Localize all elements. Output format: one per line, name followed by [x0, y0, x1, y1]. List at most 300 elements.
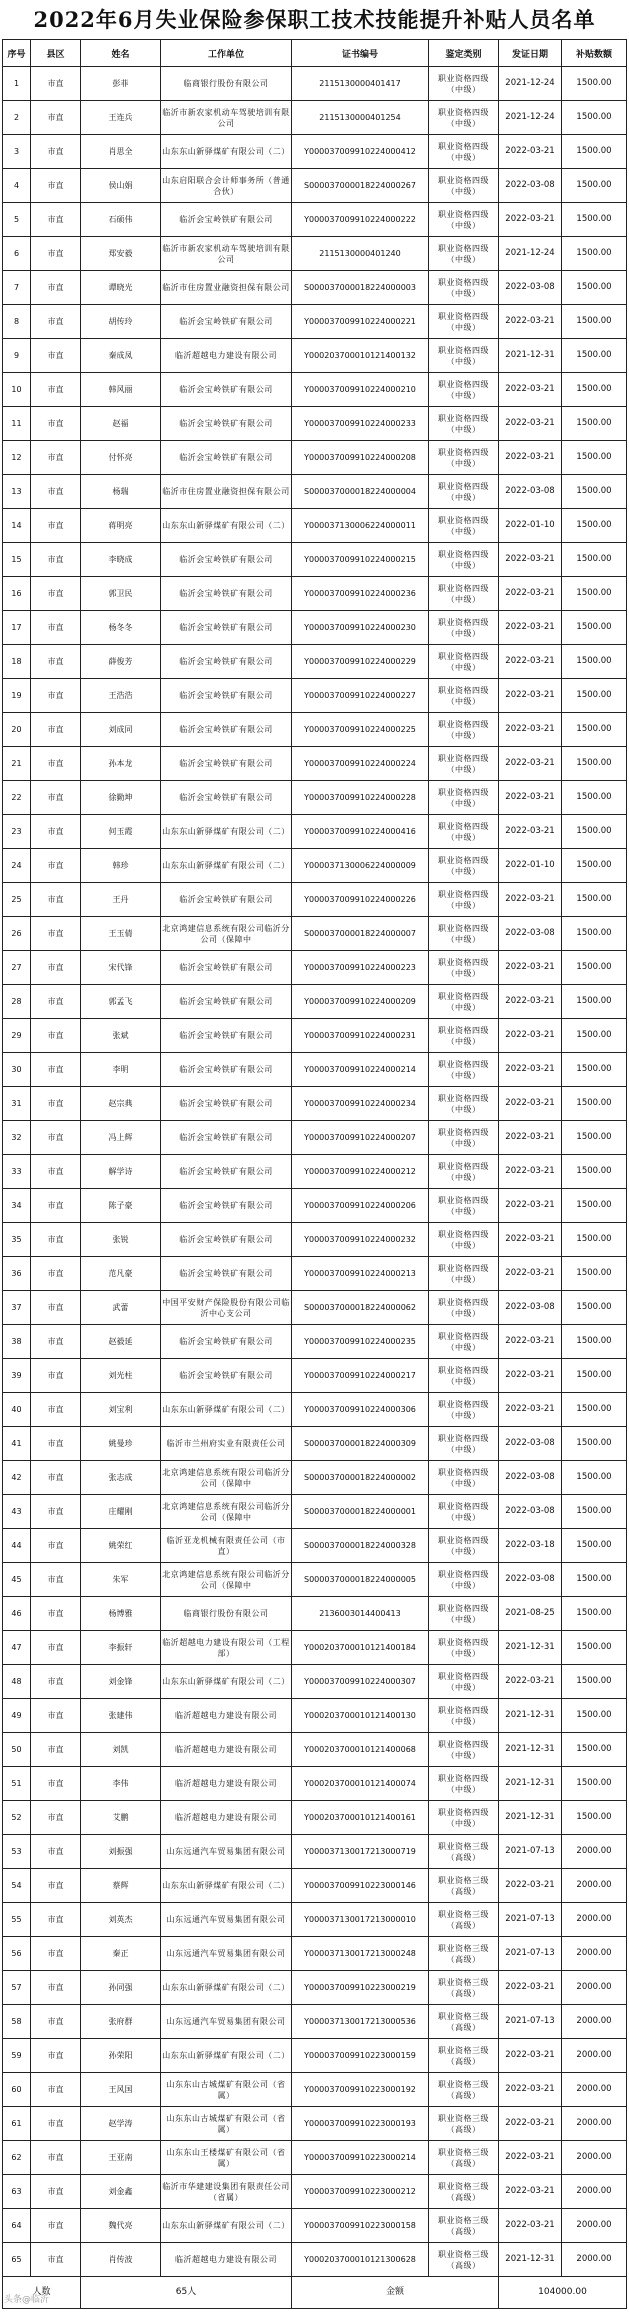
cell-name: 张志成	[81, 1461, 161, 1495]
cell-employer: 临沂会宝岭铁矿有限公司	[161, 373, 292, 407]
cell-index: 32	[3, 1121, 31, 1155]
cell-amount: 1500.00	[562, 1665, 627, 1699]
cell-district: 市直	[31, 339, 81, 373]
table-row	[3, 713, 627, 747]
cell-amount: 1500.00	[562, 1631, 627, 1665]
subsidy-table	[2, 39, 627, 2309]
cell-employer: 临商银行股份有限公司	[161, 1597, 292, 1631]
cell-district: 市直	[31, 849, 81, 883]
document-title: 2022年6月失业保险参保职工技术技能提升补贴人员名单	[33, 7, 596, 32]
cell-certificate: Y000037009910224000221	[292, 305, 429, 339]
cell-district: 市直	[31, 883, 81, 917]
cell-certificate: Y000037009910224000214	[292, 1053, 429, 1087]
cell-index: 31	[3, 1087, 31, 1121]
cell-employer: 临沂超越电力建设有限公司	[161, 1801, 292, 1835]
cell-employer: 临沂会宝岭铁矿有限公司	[161, 611, 292, 645]
cell-employer: 山东东山新驿煤矿有限公司（二）	[161, 509, 292, 543]
cell-name: 薛俊芳	[81, 645, 161, 679]
cell-district: 市直	[31, 441, 81, 475]
cell-issue-date: 2022-03-08	[499, 1495, 562, 1529]
cell-amount: 2000.00	[562, 2039, 627, 2073]
cell-certificate: S000037000018224000007	[292, 917, 429, 951]
table-row	[3, 2039, 627, 2073]
cell-employer: 临沂会宝岭铁矿有限公司	[161, 1257, 292, 1291]
cell-employer: 临沂会宝岭铁矿有限公司	[161, 577, 292, 611]
cell-index: 64	[3, 2209, 31, 2243]
cell-issue-date: 2022-03-21	[499, 2209, 562, 2243]
cell-index: 58	[3, 2005, 31, 2039]
cell-district: 市直	[31, 101, 81, 135]
cell-issue-date: 2022-03-21	[499, 203, 562, 237]
table-row	[3, 271, 627, 305]
cell-issue-date: 2022-03-21	[499, 543, 562, 577]
cell-index: 29	[3, 1019, 31, 1053]
cell-certificate: 2115130000401254	[292, 101, 429, 135]
cell-name: 谭晓光	[81, 271, 161, 305]
cell-employer: 临沂超越电力建设有限公司（工程部）	[161, 1631, 292, 1665]
cell-amount: 2000.00	[562, 1835, 627, 1869]
header-level: 鉴定类别	[429, 40, 499, 67]
header-amount: 补贴数额	[562, 40, 627, 67]
cell-district: 市直	[31, 1087, 81, 1121]
cell-name: 肖传波	[81, 2243, 161, 2277]
cell-index: 30	[3, 1053, 31, 1087]
cell-certificate: Y000037009910224000228	[292, 781, 429, 815]
table-row	[3, 1087, 627, 1121]
table-row	[3, 2107, 627, 2141]
cell-employer: 临沂超越电力建设有限公司	[161, 1733, 292, 1767]
cell-employer: 临沂市兰州府实业有限责任公司	[161, 1427, 292, 1461]
cell-amount: 1500.00	[562, 441, 627, 475]
cell-certificate: Y000037009910223000214	[292, 2141, 429, 2175]
table-row	[3, 1597, 627, 1631]
cell-issue-date: 2022-03-21	[499, 135, 562, 169]
cell-employer: 临沂会宝岭铁矿有限公司	[161, 1189, 292, 1223]
cell-certificate: S000037000018224000309	[292, 1427, 429, 1461]
table-row	[3, 1223, 627, 1257]
cell-amount: 2000.00	[562, 1971, 627, 2005]
cell-index: 8	[3, 305, 31, 339]
cell-issue-date: 2021-08-25	[499, 1597, 562, 1631]
cell-amount: 1500.00	[562, 611, 627, 645]
cell-employer: 临沂会宝岭铁矿有限公司	[161, 1155, 292, 1189]
total-row	[3, 2277, 627, 2309]
cell-index: 15	[3, 543, 31, 577]
table-row	[3, 577, 627, 611]
cell-certificate: S000037000018224000002	[292, 1461, 429, 1495]
cell-district: 市直	[31, 2073, 81, 2107]
cell-issue-date: 2022-03-21	[499, 407, 562, 441]
cell-district: 市直	[31, 1699, 81, 1733]
cell-level: 职业资格四级（中级）	[429, 1019, 499, 1053]
cell-employer: 临沂会宝岭铁矿有限公司	[161, 1359, 292, 1393]
cell-amount: 1500.00	[562, 1121, 627, 1155]
cell-level: 职业资格四级（中级）	[429, 713, 499, 747]
cell-level: 职业资格四级（中级）	[429, 1665, 499, 1699]
cell-index: 45	[3, 1563, 31, 1597]
cell-name: 郑安毅	[81, 237, 161, 271]
cell-employer: 临沂会宝岭铁矿有限公司	[161, 1019, 292, 1053]
cell-amount: 1500.00	[562, 339, 627, 373]
table-row	[3, 985, 627, 1019]
cell-district: 市直	[31, 475, 81, 509]
cell-employer: 临沂会宝岭铁矿有限公司	[161, 747, 292, 781]
cell-name: 侯山娟	[81, 169, 161, 203]
table-row	[3, 781, 627, 815]
cell-certificate: Y000203700010121400130	[292, 1699, 429, 1733]
cell-district: 市直	[31, 1257, 81, 1291]
cell-employer: 临沂会宝岭铁矿有限公司	[161, 543, 292, 577]
cell-certificate: Y000037009910224000235	[292, 1325, 429, 1359]
cell-index: 39	[3, 1359, 31, 1393]
cell-employer: 山东东山新驿煤矿有限公司（二）	[161, 815, 292, 849]
header-name: 姓名	[81, 40, 161, 67]
cell-issue-date: 2022-03-21	[499, 1019, 562, 1053]
cell-issue-date: 2022-03-21	[499, 2141, 562, 2175]
cell-issue-date: 2022-03-21	[499, 305, 562, 339]
table-row	[3, 2073, 627, 2107]
cell-certificate: Y000037009910224000306	[292, 1393, 429, 1427]
cell-index: 47	[3, 1631, 31, 1665]
cell-issue-date: 2022-03-21	[499, 373, 562, 407]
header-certificate: 证书编号	[292, 40, 429, 67]
cell-index: 65	[3, 2243, 31, 2277]
cell-name: 付怀亮	[81, 441, 161, 475]
cell-issue-date: 2021-07-13	[499, 1835, 562, 1869]
cell-index: 23	[3, 815, 31, 849]
cell-name: 刘金锋	[81, 1665, 161, 1699]
cell-employer: 山东远通汽车贸易集团有限公司	[161, 1937, 292, 1971]
cell-level: 职业资格四级（中级）	[429, 509, 499, 543]
cell-name: 杨瑞	[81, 475, 161, 509]
cell-index: 13	[3, 475, 31, 509]
cell-name: 刘振强	[81, 1835, 161, 1869]
cell-level: 职业资格四级（中级）	[429, 305, 499, 339]
cell-level: 职业资格四级（中级）	[429, 1053, 499, 1087]
cell-issue-date: 2021-07-13	[499, 1903, 562, 1937]
cell-amount: 2000.00	[562, 2073, 627, 2107]
table-row	[3, 2209, 627, 2243]
cell-certificate: 2115130000401240	[292, 237, 429, 271]
table-header-row	[3, 40, 627, 67]
cell-amount: 1500.00	[562, 679, 627, 713]
cell-employer: 山东远通汽车贸易集团有限公司	[161, 1903, 292, 1937]
table-row	[3, 2005, 627, 2039]
cell-district: 市直	[31, 1223, 81, 1257]
cell-index: 44	[3, 1529, 31, 1563]
cell-certificate: Y000037009910224000212	[292, 1155, 429, 1189]
cell-index: 33	[3, 1155, 31, 1189]
cell-index: 63	[3, 2175, 31, 2209]
cell-level: 职业资格四级（中级）	[429, 577, 499, 611]
cell-amount: 1500.00	[562, 1359, 627, 1393]
table-row	[3, 1427, 627, 1461]
cell-level: 职业资格四级（中级）	[429, 985, 499, 1019]
cell-issue-date: 2022-03-08	[499, 1563, 562, 1597]
table-row	[3, 2243, 627, 2277]
cell-certificate: Y000037009910224000225	[292, 713, 429, 747]
cell-district: 市直	[31, 747, 81, 781]
cell-name: 李晓成	[81, 543, 161, 577]
cell-index: 42	[3, 1461, 31, 1495]
cell-certificate: Y000037009910224000412	[292, 135, 429, 169]
cell-employer: 临沂会宝岭铁矿有限公司	[161, 679, 292, 713]
table-row	[3, 747, 627, 781]
cell-certificate: 2136003014400413	[292, 1597, 429, 1631]
cell-certificate: Y000037009910223000219	[292, 1971, 429, 2005]
table-row	[3, 305, 627, 339]
cell-level: 职业资格四级（中级）	[429, 1767, 499, 1801]
cell-employer: 临沂会宝岭铁矿有限公司	[161, 985, 292, 1019]
cell-index: 62	[3, 2141, 31, 2175]
cell-index: 53	[3, 1835, 31, 1869]
cell-district: 市直	[31, 679, 81, 713]
cell-issue-date: 2022-03-21	[499, 1325, 562, 1359]
table-row	[3, 1189, 627, 1223]
cell-issue-date: 2022-03-21	[499, 441, 562, 475]
cell-issue-date: 2021-12-31	[499, 1699, 562, 1733]
cell-district: 市直	[31, 1359, 81, 1393]
cell-index: 55	[3, 1903, 31, 1937]
table-row	[3, 543, 627, 577]
cell-index: 57	[3, 1971, 31, 2005]
cell-amount: 1500.00	[562, 67, 627, 101]
cell-district: 市直	[31, 611, 81, 645]
cell-district: 市直	[31, 985, 81, 1019]
cell-district: 市直	[31, 1393, 81, 1427]
cell-employer: 临沂会宝岭铁矿有限公司	[161, 203, 292, 237]
cell-name: 杨博雅	[81, 1597, 161, 1631]
cell-district: 市直	[31, 2107, 81, 2141]
cell-district: 市直	[31, 1189, 81, 1223]
cell-district: 市直	[31, 1631, 81, 1665]
cell-level: 职业资格四级（中级）	[429, 1733, 499, 1767]
cell-index: 2	[3, 101, 31, 135]
cell-certificate: Y000037009910224000232	[292, 1223, 429, 1257]
cell-issue-date: 2022-03-21	[499, 1393, 562, 1427]
cell-amount: 1500.00	[562, 543, 627, 577]
cell-certificate: Y000037130017213000536	[292, 2005, 429, 2039]
cell-certificate: Y000037009910224000224	[292, 747, 429, 781]
cell-district: 市直	[31, 271, 81, 305]
cell-index: 21	[3, 747, 31, 781]
cell-employer: 北京鸿建信息系统有限公司临沂分公司（保障中	[161, 1495, 292, 1529]
cell-employer: 临沂会宝岭铁矿有限公司	[161, 645, 292, 679]
cell-employer: 山东东山新驿煤矿有限公司（二）	[161, 2039, 292, 2073]
cell-district: 市直	[31, 135, 81, 169]
cell-level: 职业资格四级（中级）	[429, 1529, 499, 1563]
cell-amount: 2000.00	[562, 2005, 627, 2039]
table-row	[3, 1631, 627, 1665]
cell-amount: 1500.00	[562, 1529, 627, 1563]
cell-district: 市直	[31, 543, 81, 577]
cell-employer: 临沂会宝岭铁矿有限公司	[161, 441, 292, 475]
cell-employer: 临沂亚龙机械有限责任公司（市直）	[161, 1529, 292, 1563]
cell-index: 37	[3, 1291, 31, 1325]
cell-name: 秦正	[81, 1937, 161, 1971]
cell-amount: 1500.00	[562, 1699, 627, 1733]
cell-name: 刘金鑫	[81, 2175, 161, 2209]
cell-name: 王连兵	[81, 101, 161, 135]
cell-level: 职业资格四级（中级）	[429, 101, 499, 135]
table-row	[3, 1325, 627, 1359]
cell-level: 职业资格四级（中级）	[429, 1325, 499, 1359]
cell-certificate: Y000037009910224000208	[292, 441, 429, 475]
cell-district: 市直	[31, 2175, 81, 2209]
cell-issue-date: 2022-03-18	[499, 1529, 562, 1563]
header-issue-date: 发证日期	[499, 40, 562, 67]
cell-amount: 1500.00	[562, 1393, 627, 1427]
table-body	[3, 67, 627, 2277]
cell-issue-date: 2022-03-21	[499, 1053, 562, 1087]
cell-certificate: Y000037009910224000234	[292, 1087, 429, 1121]
cell-amount: 1500.00	[562, 645, 627, 679]
cell-name: 赵宗典	[81, 1087, 161, 1121]
table-row	[3, 611, 627, 645]
cell-index: 18	[3, 645, 31, 679]
cell-district: 市直	[31, 1937, 81, 1971]
cell-level: 职业资格三级（高级）	[429, 1835, 499, 1869]
cell-index: 51	[3, 1767, 31, 1801]
cell-name: 徐勤坤	[81, 781, 161, 815]
total-people-label: 人数	[3, 2277, 81, 2309]
cell-district: 市直	[31, 1835, 81, 1869]
cell-amount: 1500.00	[562, 747, 627, 781]
cell-index: 43	[3, 1495, 31, 1529]
cell-level: 职业资格四级（中级）	[429, 1359, 499, 1393]
table-row	[3, 1699, 627, 1733]
cell-index: 61	[3, 2107, 31, 2141]
cell-certificate: Y000037130017213000010	[292, 1903, 429, 1937]
cell-district: 市直	[31, 1869, 81, 1903]
cell-name: 赵福	[81, 407, 161, 441]
cell-district: 市直	[31, 1019, 81, 1053]
cell-level: 职业资格四级（中级）	[429, 271, 499, 305]
cell-employer: 临沂会宝岭铁矿有限公司	[161, 1223, 292, 1257]
cell-level: 职业资格四级（中级）	[429, 1121, 499, 1155]
cell-name: 张建伟	[81, 1699, 161, 1733]
cell-employer: 山东东山新驿煤矿有限公司（二）	[161, 135, 292, 169]
cell-name: 解学诗	[81, 1155, 161, 1189]
cell-name: 刘宝利	[81, 1393, 161, 1427]
cell-employer: 北京鸿建信息系统有限公司临沂分公司（保障中	[161, 917, 292, 951]
cell-district: 市直	[31, 1733, 81, 1767]
cell-district: 市直	[31, 407, 81, 441]
cell-issue-date: 2021-12-31	[499, 1801, 562, 1835]
cell-issue-date: 2021-12-31	[499, 2243, 562, 2277]
cell-employer: 临沂超越电力建设有限公司	[161, 1699, 292, 1733]
cell-certificate: Y000037009910223000193	[292, 2107, 429, 2141]
table-row	[3, 1461, 627, 1495]
cell-index: 40	[3, 1393, 31, 1427]
cell-amount: 1500.00	[562, 203, 627, 237]
cell-certificate: Y000203700010121400184	[292, 1631, 429, 1665]
cell-amount: 1500.00	[562, 1019, 627, 1053]
cell-employer: 临沂市新农家机动车驾驶培训有限公司	[161, 101, 292, 135]
cell-issue-date: 2022-03-21	[499, 645, 562, 679]
total-people-count: 65人	[81, 2277, 292, 2309]
cell-amount: 2000.00	[562, 2175, 627, 2209]
cell-district: 市直	[31, 2141, 81, 2175]
cell-amount: 1500.00	[562, 1325, 627, 1359]
cell-level: 职业资格四级（中级）	[429, 1087, 499, 1121]
cell-name: 刘英杰	[81, 1903, 161, 1937]
cell-index: 36	[3, 1257, 31, 1291]
cell-level: 职业资格四级（中级）	[429, 67, 499, 101]
cell-level: 职业资格三级（高级）	[429, 1869, 499, 1903]
cell-issue-date: 2022-03-21	[499, 679, 562, 713]
cell-name: 姚曼珍	[81, 1427, 161, 1461]
cell-name: 武蕾	[81, 1291, 161, 1325]
cell-issue-date: 2022-03-21	[499, 1121, 562, 1155]
table-row	[3, 1529, 627, 1563]
cell-level: 职业资格三级（高级）	[429, 1937, 499, 1971]
cell-name: 张斌	[81, 1019, 161, 1053]
cell-index: 38	[3, 1325, 31, 1359]
cell-name: 刘光柱	[81, 1359, 161, 1393]
table-row	[3, 1019, 627, 1053]
table-row	[3, 509, 627, 543]
cell-district: 市直	[31, 373, 81, 407]
table-row	[3, 1869, 627, 1903]
cell-certificate: Y000037009910224000217	[292, 1359, 429, 1393]
cell-name: 刘成同	[81, 713, 161, 747]
cell-level: 职业资格四级（中级）	[429, 339, 499, 373]
cell-index: 49	[3, 1699, 31, 1733]
cell-issue-date: 2022-03-21	[499, 577, 562, 611]
cell-name: 张府群	[81, 2005, 161, 2039]
cell-district: 市直	[31, 1495, 81, 1529]
cell-certificate: Y000037130006224000011	[292, 509, 429, 543]
table-row	[3, 645, 627, 679]
cell-amount: 1500.00	[562, 1597, 627, 1631]
cell-district: 市直	[31, 2243, 81, 2277]
cell-amount: 1500.00	[562, 271, 627, 305]
cell-issue-date: 2021-07-13	[499, 1937, 562, 1971]
cell-issue-date: 2021-12-24	[499, 237, 562, 271]
cell-amount: 1500.00	[562, 1733, 627, 1767]
cell-level: 职业资格四级（中级）	[429, 1427, 499, 1461]
cell-employer: 山东远通汽车贸易集团有限公司	[161, 1835, 292, 1869]
cell-certificate: Y000037009910224000233	[292, 407, 429, 441]
table-row	[3, 237, 627, 271]
table-row	[3, 475, 627, 509]
cell-amount: 2000.00	[562, 1937, 627, 1971]
cell-employer: 临沂市住房置业融资担保有限公司	[161, 475, 292, 509]
cell-issue-date: 2022-03-21	[499, 747, 562, 781]
cell-amount: 1500.00	[562, 713, 627, 747]
cell-name: 李明	[81, 1053, 161, 1087]
table-row	[3, 1971, 627, 2005]
cell-certificate: S000037000018224000001	[292, 1495, 429, 1529]
cell-district: 市直	[31, 1121, 81, 1155]
cell-name: 彭菲	[81, 67, 161, 101]
cell-level: 职业资格四级（中级）	[429, 883, 499, 917]
cell-index: 56	[3, 1937, 31, 1971]
table-row	[3, 951, 627, 985]
cell-issue-date: 2022-03-08	[499, 475, 562, 509]
cell-name: 李振轩	[81, 1631, 161, 1665]
cell-certificate: Y000203700010121400074	[292, 1767, 429, 1801]
cell-certificate: Y000203700010121400068	[292, 1733, 429, 1767]
cell-name: 庄耀刚	[81, 1495, 161, 1529]
cell-name: 蔡辉	[81, 1869, 161, 1903]
cell-amount: 1500.00	[562, 1291, 627, 1325]
cell-issue-date: 2022-03-21	[499, 815, 562, 849]
cell-issue-date: 2022-03-08	[499, 169, 562, 203]
cell-certificate: Y000037009910224000206	[292, 1189, 429, 1223]
cell-index: 9	[3, 339, 31, 373]
